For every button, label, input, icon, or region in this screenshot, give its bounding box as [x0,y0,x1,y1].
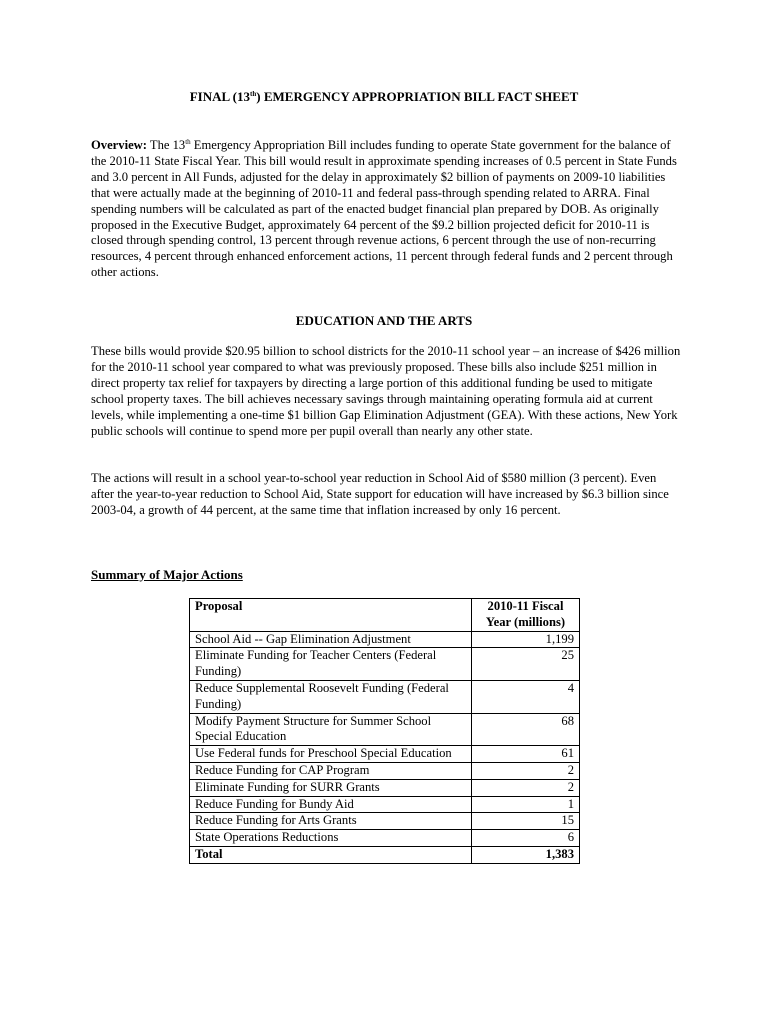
value-cell: 4 [472,680,580,713]
title-superscript: th [250,90,257,98]
proposal-cell: Modify Payment Structure for Summer School Special Education [190,713,472,746]
education-paragraph-1: These bills would provide $20.95 billion to school districts for the 2010-11 school year – an increase of $426 million for the 2010-11 school year compared to what was previously proposed. These bills also include $251 million in direct property tax relief for taxpayers by directing a large portion of this additional funding be used to mitigate school property taxes. The bill achieves necessary savings through maintaining operating formula aid at current levels, while implementing a one-time $1 billion Gap Elimination Adjustment (GEA). With these actions, New York public schools will continue to spend more per pupil overall than nearly any other state. [91,344,681,438]
proposal-cell: Use Federal funds for Preschool Special Education [190,746,472,763]
proposal-cell: Reduce Supplemental Roosevelt Funding (Federal Funding) [190,680,472,713]
table-row [190,796,580,813]
value-cell: 1 [472,796,580,813]
major-actions-table [189,598,580,864]
table-row [190,813,580,830]
title-part-2: ) EMERGENCY APPROPRIATION BILL FACT SHEET [256,89,579,104]
total-value: 1,383 [472,846,580,863]
proposal-cell: Eliminate Funding for SURR Grants [190,779,472,796]
overview-paragraph [91,138,681,281]
table-header-row [190,599,580,632]
proposal-cell: Reduce Funding for Bundy Aid [190,796,472,813]
table-row [190,713,580,746]
proposal-cell: Reduce Funding for CAP Program [190,762,472,779]
proposal-cell: State Operations Reductions [190,830,472,847]
total-row [190,846,580,863]
table-row [190,779,580,796]
table-row [190,746,580,763]
page-title [0,89,768,105]
value-cell: 6 [472,830,580,847]
education-paragraph-2: The actions will result in a school year-to-school year reduction in School Aid of $580 million (3 percent). Even after the year-to-year reduction to School Aid, State support for education will have increased by $6.3 billion since 2003-04, a growth of 44 percent, at the same time that inflation increased by only 16 percent. [91,471,669,517]
proposal-cell: Eliminate Funding for Teacher Centers (Federal Funding) [190,648,472,681]
value-cell: 1,199 [472,631,580,648]
overview-label: Overview: [91,138,147,152]
proposal-column-header: Proposal [190,599,472,632]
value-cell: 61 [472,746,580,763]
total-label: Total [190,846,472,863]
summary-heading: Summary of Major Actions [91,567,243,582]
table-row [190,680,580,713]
table-row [190,830,580,847]
value-cell: 15 [472,813,580,830]
overview-superscript: th [185,138,191,146]
proposal-cell: School Aid -- Gap Elimination Adjustment [190,631,472,648]
table-row [190,631,580,648]
overview-text-2: Emergency Appropriation Bill includes funding to operate State government for the balance of the 2010-11 State Fiscal Year. This bill would result in approximate spending increases of 0.5 percent in State Funds and 3.0 percent in All Funds, adjusted for the delay in approximately $2 billion of payments on 2009-10 liabilities that were actually made at the beginning of 2010-11 and federal pass-through spending related to ARRA. Final spending numbers will be calculated as part of the enacted budget financial plan prepared by DOB. As originally proposed in the Executive Budget, approximately 64 percent of the $9.2 billion projected deficit for 2010-11 is closed through spending control, 13 percent through revenue actions, 6 percent through the use of non-recurring resources, 4 percent through enhanced enforcement actions, 11 percent through federal funds and 2 percent through other actions. [91,138,677,280]
table-row [190,762,580,779]
value-cell: 68 [472,713,580,746]
education-heading: EDUCATION AND THE ARTS [295,313,473,328]
value-cell: 2 [472,762,580,779]
title-part-1: FINAL (13 [189,89,251,104]
fiscal-year-column-header: 2010-11 Fiscal Year (millions) [472,599,580,632]
value-cell: 2 [472,779,580,796]
value-cell: 25 [472,648,580,681]
proposal-cell: Reduce Funding for Arts Grants [190,813,472,830]
overview-text-1: The 13 [146,138,186,152]
table-row [190,648,580,681]
